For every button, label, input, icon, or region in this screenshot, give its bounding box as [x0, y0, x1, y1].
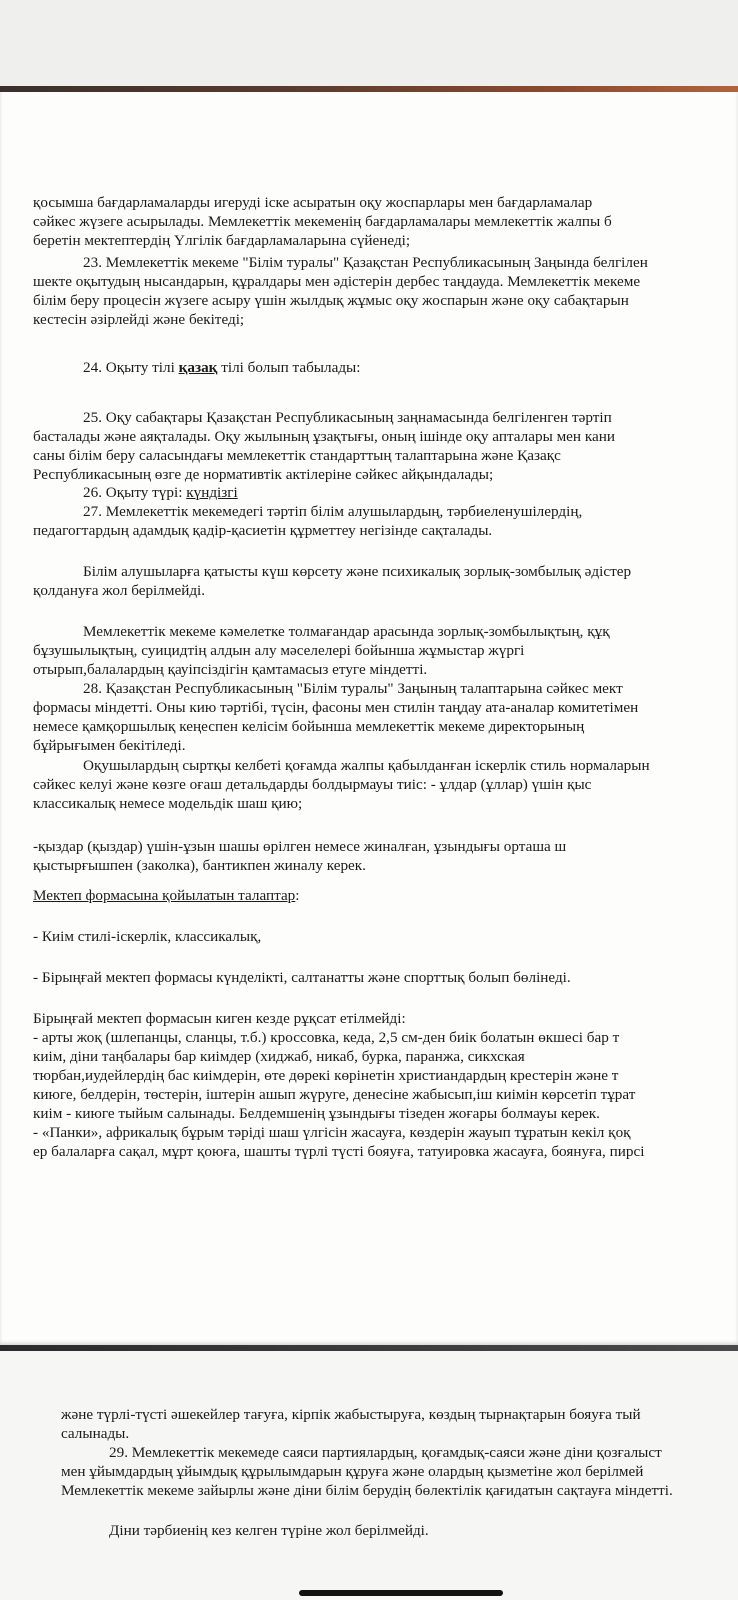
study-form-value: күндізгі	[186, 484, 238, 501]
text-line: - арты жоқ (шлепанцы, сланцы, т.б.) кроссовка, кеда, 2,5 см-ден биік болатын өкшесі бар т	[33, 1029, 620, 1046]
text-segment: :	[295, 887, 300, 904]
text-line: басталады және аяқталады. Оқу жылының ұзақтығы, оның ішінде оқу апталары мен кани	[33, 428, 615, 445]
text-line: Білім алушыларға қатысты күш көрсету және психикалық зорлық-зомбылық әдістер	[83, 563, 632, 580]
text-line: формасы міндетті. Оны кию тәртібі, түсін, фасоны мен стилін таңдау ата-аналар комитетімен	[33, 699, 639, 716]
paragraph-26	[83, 483, 238, 502]
text-line: киюге, белдерін, төстерін, іштерін ашып жүруге, денесіне жабысып,іш киімін көрсетіп тұрат	[33, 1086, 636, 1103]
section-heading	[33, 886, 300, 905]
document-page-1	[0, 92, 738, 1345]
text-line: Мемлекеттік мекеме зайырлы және діни білім берудің бөлектілік қағидатын сақтауға міндетті.	[61, 1482, 673, 1499]
text-line: классикалық немесе модельдік шаш қию;	[33, 795, 303, 812]
uniform-requirements-heading: Мектеп формасына қойылатын талаптар	[33, 887, 296, 904]
text-line: 29. Мемлекеттік мекемеде саяси партиялардың, қоғамдық-саяси және діни қозғалыст	[109, 1444, 662, 1461]
text-line: сәйкес жүзеге асырылады. Мемлекеттік мекеменің бағдарламалары мемлекеттік жалпы б	[33, 213, 612, 230]
paragraph-24	[83, 358, 360, 377]
text-line: мен ұйымдардың ұйымдық құрылымдарын құруға және олардың қызметіне жол берілмей	[61, 1463, 644, 1480]
text-line: -қыздар (қыздар) үшін-ұзын шашы өрілген немесе жиналған, ұзындығы орташа ш	[33, 838, 567, 855]
text-segment: 24. Оқыту тілі	[83, 359, 179, 376]
text-line: ер балаларға сақал, мұрт қоюға, шашты түрлі түсті бояуға, татуировка жасауға, боянуға, пирсі	[33, 1143, 645, 1160]
text-line: сәйкес келуі және көзге оғаш детальдарды болдырмауы тиіс: - ұлдар (ұллар) үшін қыс	[33, 776, 592, 793]
text-line: қыстырғышпен (заколка), бантикпен жиналу керек.	[33, 857, 366, 874]
text-line: білім беру процесін жүзеге асыру үшін жылдық жұмыс оқу жоспарын және оқу сабақтарын	[33, 292, 629, 309]
text-line: қолдануға жол берілмейді.	[33, 582, 206, 599]
text-line: 28. Қазақстан Республикасының "Білім туралы" Заңының талаптарына сәйкес мект	[83, 680, 623, 697]
text-line: немесе қамқоршылық кеңеспен келісім бойынша мемлекеттік мекеме директорының	[33, 718, 585, 735]
text-line: кестесін әзірлейді және бекітеді;	[33, 311, 245, 328]
text-line: беретін мектептердің Үлгілік бағдарламаларына сүйенеді;	[33, 232, 411, 249]
text-line: Республикасының өзге де нормативтік актілеріне сәйкес айқындалады;	[33, 466, 494, 483]
text-line: Діни тәрбиенің кез келген түріне жол берілмейді.	[109, 1522, 429, 1539]
text-line: киім, діни таңбалары бар киімдер (хиджаб, никаб, бурка, паранжа, сикхская	[33, 1048, 525, 1065]
text-line: 25. Оқу сабақтары Қазақстан Республикасының заңнамасында белгіленген тәртіп	[83, 409, 612, 426]
text-line: 27. Мемлекеттік мекемедегі тәртіп білім алушылардың, тәрбиеленушілердің,	[83, 503, 583, 520]
home-indicator[interactable]	[299, 1590, 503, 1596]
text-line: - «Панки», африкалық бұрым тәріді шаш үлгісін жасауға, көздерін жауып тұратын кекіл қоқ	[33, 1124, 631, 1141]
text-segment: тілі болып табылады:	[217, 359, 361, 376]
language-value: қазақ	[178, 359, 218, 376]
text-line: - Киім стилі-іскерлік, классикалық,	[33, 928, 262, 945]
text-line: саны білім беру саласындағы мемлекеттік стандарттың талаптарына және Қазақс	[33, 447, 561, 464]
top-background	[0, 0, 738, 88]
text-line: Оқушылардың сыртқы келбеті қоғамда жалпы қабылданған іскерлік стиль нормаларын	[83, 757, 650, 774]
document-page-2	[0, 1351, 738, 1600]
text-line: бұзушылықтың, суицидтің алдын алу мәселелері бойынша жұмыстар жүргі	[33, 642, 525, 659]
text-line: тюрбан,иудейлердің бас киімдерін, өте дөрекі көрінетін христиандардың крестерін және т	[33, 1067, 619, 1084]
text-line: Бірыңғай мектеп формасын киген кезде рұқсат етілмейді:	[33, 1010, 406, 1027]
text-line: салынады.	[61, 1425, 130, 1442]
text-line: қосымша бағдарламаларды игеруді іске асыратын оқу жоспарлары мен бағдарламалар	[33, 194, 593, 211]
text-line: педагогтардың адамдық қадір-қасиетін құрметтеу негізінде сақталады.	[33, 522, 493, 539]
text-line: бұйрығымен бекітіледі.	[33, 737, 186, 754]
text-line: - Бірыңғай мектеп формасы күнделікті, салтанатты және спорттық болып бөлінеді.	[33, 969, 571, 986]
text-line: отырып,балалардың қауіпсіздігін қамтамасыз етуге міндетті.	[33, 661, 428, 678]
text-line: Мемлекеттік мекеме кәмелетке толмағандар арасында зорлық-зомбылықтың, құқ	[83, 623, 610, 640]
text-line: 23. Мемлекеттік мекеме "Білім туралы" Қазақстан Республикасының Заңында белгілен	[83, 254, 648, 271]
text-segment: 26. Оқыту түрі:	[83, 484, 187, 501]
text-line: киім - киюге тыйым салынады. Белдемшенің ұзындығы тізеден жоғары болмауы керек.	[33, 1105, 600, 1122]
text-line: шекте оқытудың нысандарын, құралдары мен әдістерін дербес таңдауда. Мемлекеттік мекеме	[33, 273, 641, 290]
text-line: және түрлі-түсті әшекейлер тағуға, кірпік жабыстыруға, көздың тырнақтарын бояуға тый	[61, 1406, 641, 1423]
